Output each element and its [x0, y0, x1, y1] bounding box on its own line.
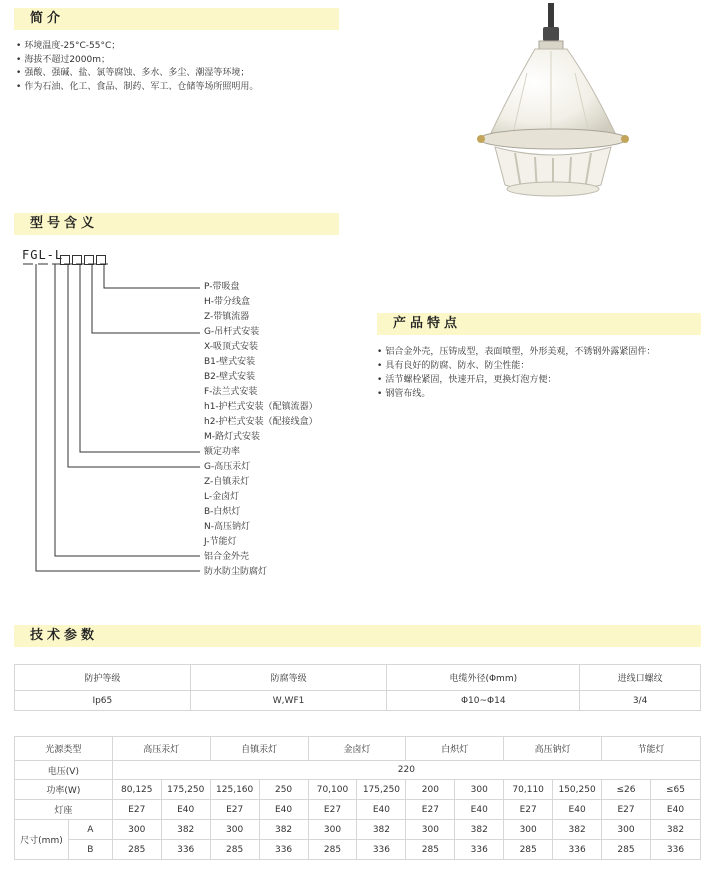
table-header: 白炽灯 [406, 737, 504, 761]
table-cell: E27 [602, 800, 651, 820]
tech-heading [14, 625, 701, 647]
model-code: FGL-L [22, 248, 64, 262]
legend-item: G-高压汞灯 [204, 462, 251, 472]
legend-item: X-吸顶式安装 [204, 342, 258, 352]
table-cell: 300 [210, 820, 259, 840]
table-cell: 175,250 [357, 780, 406, 800]
row-label: 灯座 [15, 800, 113, 820]
list-item: • 海拔不超过2000m； [16, 54, 258, 68]
table-cell: 300 [112, 820, 161, 840]
table-header: 电缆外径(Φmm) [387, 665, 580, 691]
table-cell: 336 [161, 840, 210, 860]
list-item: • 铝合金外壳，压铸成型，表面喷塑，外形美观，不锈钢外露紧固件： [377, 345, 655, 359]
list-item: • 钢管布线。 [377, 387, 655, 401]
table-cell: 285 [210, 840, 259, 860]
table-cell: 336 [455, 840, 504, 860]
table-header: 防护等级 [15, 665, 191, 691]
table-cell: 220 [112, 761, 700, 780]
legend-item: M-路灯式安装 [204, 432, 261, 442]
table-cell: 300 [406, 820, 455, 840]
row-label: 功率(W) [15, 780, 113, 800]
table-cell: E27 [504, 800, 553, 820]
table-cell: 300 [308, 820, 357, 840]
table-cell: 285 [308, 840, 357, 860]
table-cell: 382 [553, 820, 602, 840]
table-cell: E40 [455, 800, 504, 820]
table-cell: E27 [308, 800, 357, 820]
features-title: 产品特点 [393, 316, 462, 331]
legend-item: J-节能灯 [204, 537, 237, 547]
row-label: 尺寸(mm) [15, 820, 69, 860]
list-item: • 具有良好的防腐、防水、防尘性能： [377, 359, 655, 373]
legend-item: H-带分线盒 [204, 297, 251, 307]
table-header: 防腐等级 [190, 665, 387, 691]
table-cell: 300 [602, 820, 651, 840]
table-header: 高压汞灯 [112, 737, 210, 761]
row-label: A [68, 820, 112, 840]
table-cell: E40 [650, 800, 700, 820]
table-cell: 125,160 [210, 780, 259, 800]
table-cell: 300 [455, 780, 504, 800]
table-header: 金卤灯 [308, 737, 406, 761]
tech-title: 技术参数 [30, 628, 99, 643]
table-cell: E40 [161, 800, 210, 820]
legend-item: B2-壁式安装 [204, 372, 256, 382]
list-item: • 强酸、强碱、盐、氯等腐蚀、多水、多尘、潮湿等环境； [16, 67, 258, 81]
list-item: • 环境温度-25°C-55°C； [16, 40, 258, 54]
legend-item: B-白炽灯 [204, 507, 241, 517]
table-cell: Φ10~Φ14 [387, 691, 580, 711]
table-cell: 285 [406, 840, 455, 860]
table-cell: E40 [357, 800, 406, 820]
table-cell: 300 [504, 820, 553, 840]
list-item: • 作为石油、化工、食品、制药、军工、仓储等场所照明用。 [16, 81, 258, 95]
legend-item: P-带吸盘 [204, 282, 240, 292]
list-item: • 活节螺栓紧固，快速开启，更换灯泡方便： [377, 373, 655, 387]
legend-item: Z-自镇汞灯 [204, 477, 250, 487]
table-header: 自镇汞灯 [210, 737, 308, 761]
model-title: 型号含义 [30, 216, 99, 231]
table-cell: 382 [650, 820, 700, 840]
table-cell: 382 [259, 820, 308, 840]
legend-item: Z-带镇流器 [204, 312, 250, 322]
table-cell: 3/4 [580, 691, 701, 711]
table-cell: 200 [406, 780, 455, 800]
table-cell: E27 [406, 800, 455, 820]
legend-item: N-高压钠灯 [204, 522, 250, 532]
legend-item: F-法兰式安装 [204, 387, 258, 397]
table-cell: 382 [161, 820, 210, 840]
legend-item: L-金卤灯 [204, 492, 240, 502]
table-cell: 150,250 [553, 780, 602, 800]
table-cell: 382 [357, 820, 406, 840]
table-cell: E27 [210, 800, 259, 820]
table-cell: 70,100 [308, 780, 357, 800]
spec-table-general [14, 664, 701, 711]
table-cell: 336 [650, 840, 700, 860]
table-cell: ≤26 [602, 780, 651, 800]
legend-item: h2-护栏式安装（配接线盒） [204, 417, 318, 427]
features-list [377, 345, 655, 401]
table-cell: 336 [259, 840, 308, 860]
table-cell: E40 [259, 800, 308, 820]
table-header: 高压钠灯 [504, 737, 602, 761]
intro-title: 简介 [30, 11, 65, 26]
table-cell: 250 [259, 780, 308, 800]
table-cell: 285 [602, 840, 651, 860]
table-cell: 175,250 [161, 780, 210, 800]
table-cell: 80,125 [112, 780, 161, 800]
table-cell: 336 [553, 840, 602, 860]
spec-table-lamps [14, 736, 701, 860]
table-cell: 285 [112, 840, 161, 860]
table-cell: E27 [112, 800, 161, 820]
legend-item: 防水防尘防腐灯 [204, 567, 268, 577]
table-cell: Ip65 [15, 691, 191, 711]
row-label: 电压(V) [15, 761, 113, 780]
table-cell: 382 [455, 820, 504, 840]
legend-item: B1-壁式安装 [204, 357, 256, 367]
row-label: B [68, 840, 112, 860]
table-cell: ≤65 [650, 780, 700, 800]
table-header: 节能灯 [602, 737, 701, 761]
legend-item: G-吊杆式安装 [204, 327, 260, 337]
features-heading [377, 313, 701, 335]
legend-item: h1-护栏式安装（配镇流器） [204, 402, 318, 412]
table-header: 光源类型 [15, 737, 113, 761]
table-cell: E40 [553, 800, 602, 820]
legend-item: 铝合金外壳 [204, 552, 250, 562]
legend-item: 额定功率 [204, 447, 241, 457]
table-cell: 70,110 [504, 780, 553, 800]
table-header: 进线口螺纹 [580, 665, 701, 691]
table-cell: 336 [357, 840, 406, 860]
table-cell: 285 [504, 840, 553, 860]
table-cell: W,WF1 [190, 691, 387, 711]
